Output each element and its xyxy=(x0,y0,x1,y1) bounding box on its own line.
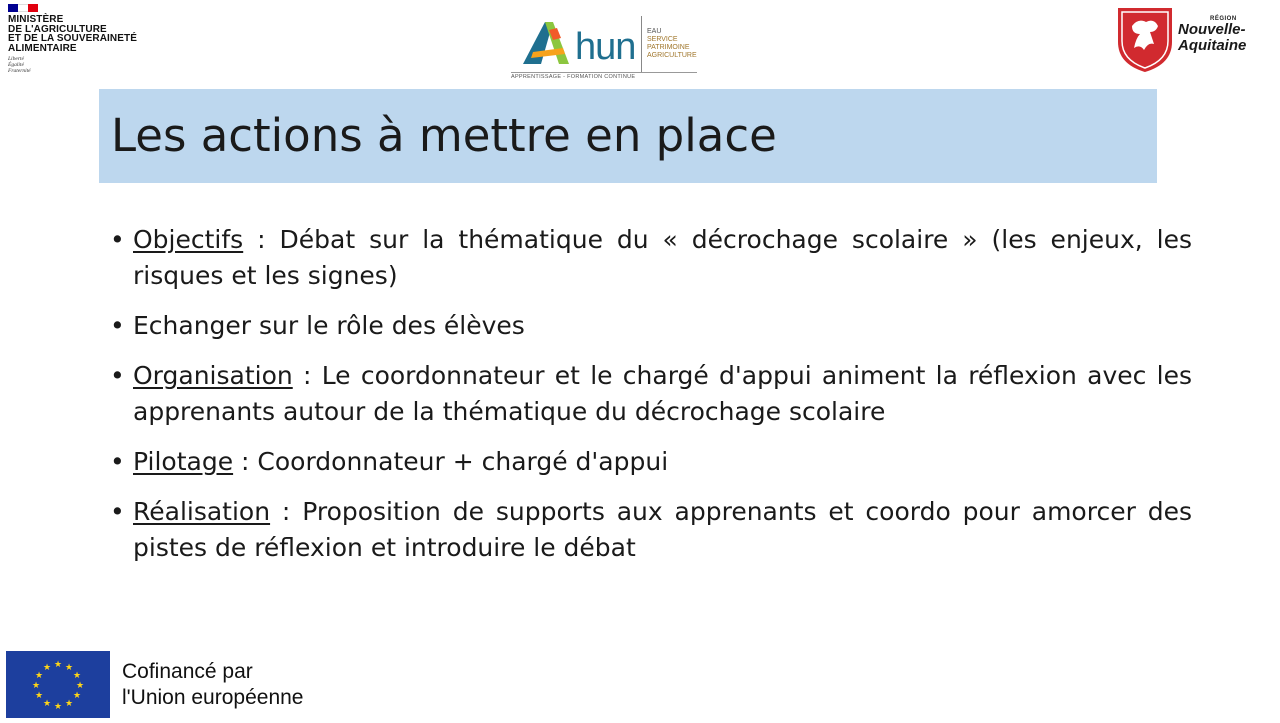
bullet-label: Objectifs xyxy=(133,225,244,254)
ahun-wordmark: hun xyxy=(575,26,636,68)
french-flag-icon xyxy=(8,4,38,12)
motto-line: Liberté xyxy=(8,56,24,62)
svg-text:★: ★ xyxy=(42,663,52,673)
side-line: SERVICE xyxy=(647,36,678,43)
bullet-text: : Débat sur la thématique du « décrochage scolaire » (les enjeux, les risques et les signes) xyxy=(133,225,1192,290)
side-line: AGRICULTURE xyxy=(647,52,697,59)
svg-text:★: ★ xyxy=(34,691,44,701)
republic-motto xyxy=(8,56,178,74)
svg-text:★: ★ xyxy=(53,660,63,670)
ministry-logo xyxy=(8,4,178,74)
bullet-label: Organisation xyxy=(133,361,293,390)
svg-text:★: ★ xyxy=(72,671,82,681)
ministry-line: ET DE LA SOUVERAINETÉ xyxy=(8,33,137,44)
eu-line: Cofinancé par xyxy=(122,659,253,683)
eu-flag-icon xyxy=(6,651,110,718)
svg-text:★: ★ xyxy=(64,699,74,709)
eu-stars-icon xyxy=(6,651,110,718)
motto-line: Égalité xyxy=(8,62,24,68)
region-name-line: Aquitaine xyxy=(1178,37,1247,54)
svg-text:★: ★ xyxy=(34,671,44,681)
bullet-label: Pilotage xyxy=(133,447,234,476)
region-small-label: RÉGION xyxy=(1210,16,1237,22)
eu-cofunding-logo xyxy=(6,651,303,718)
ahun-tagline: APPRENTISSAGE - FORMATION CONTINUE xyxy=(511,74,636,80)
title-band xyxy=(99,89,1157,183)
ahun-a-mark-icon xyxy=(519,18,579,68)
ministry-line: ALIMENTAIRE xyxy=(8,42,77,54)
lion-shield-icon xyxy=(1114,4,1176,74)
bullet-text: : Coordonnateur + chargé d'appui xyxy=(233,447,669,476)
bullet-text: : Le coordonnateur et le chargé d'appui animent la réflexion avec les apprenants autour de la thématique du décrochage scolaire xyxy=(133,361,1192,426)
bullet-item xyxy=(110,444,1192,480)
ministry-name xyxy=(8,15,178,53)
bullet-item xyxy=(110,222,1192,294)
bullet-text: Echanger sur le rôle des élèves xyxy=(133,311,525,340)
ministry-line: DE L'AGRICULTURE xyxy=(8,23,107,35)
bullet-item xyxy=(110,494,1192,566)
motto-line: Fraternité xyxy=(8,68,31,74)
svg-text:★: ★ xyxy=(75,681,85,691)
eu-line: l'Union européenne xyxy=(122,685,304,709)
ministry-line: MINISTÈRE xyxy=(8,14,64,25)
svg-text:★: ★ xyxy=(31,681,41,691)
logo-underline xyxy=(511,72,697,73)
bullet-text: : Proposition de supports aux apprenants et coordo pour amorcer des pistes de réflexion et introduire le débat xyxy=(133,497,1192,562)
svg-text:★: ★ xyxy=(64,663,74,673)
svg-text:★: ★ xyxy=(72,691,82,701)
eu-cofunding-text xyxy=(122,659,303,711)
ahun-side-text xyxy=(647,28,697,60)
bullet-item xyxy=(110,308,1192,344)
ahun-logo xyxy=(505,6,705,82)
side-line: PATRIMOINE xyxy=(647,44,690,51)
bullet-list xyxy=(110,222,1192,580)
region-name xyxy=(1178,22,1246,54)
logo-divider xyxy=(641,16,642,72)
region-name-line: Nouvelle- xyxy=(1178,21,1246,38)
slide-title: Les actions à mettre en place xyxy=(111,109,777,162)
bullet-item xyxy=(110,358,1192,430)
region-logo xyxy=(1112,2,1277,76)
svg-text:★: ★ xyxy=(53,702,63,712)
side-line: EAU xyxy=(647,28,662,35)
bullet-label: Réalisation xyxy=(133,497,271,526)
svg-text:★: ★ xyxy=(42,699,52,709)
